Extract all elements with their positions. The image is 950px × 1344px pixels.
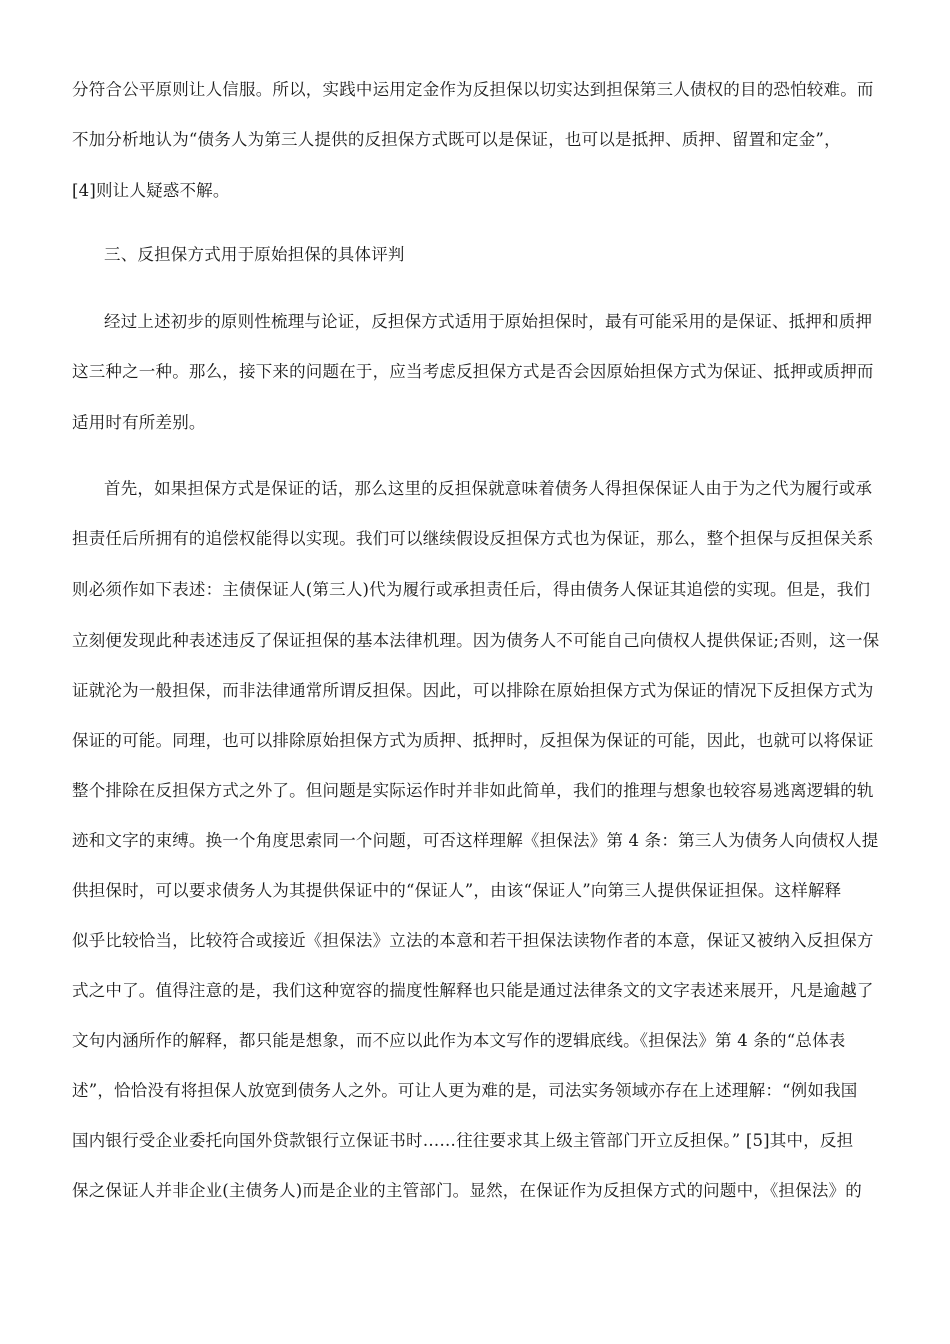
text-line: 适用时有所差别。 <box>72 413 206 432</box>
text-line: 式之中了。值得注意的是，我们这种宽容的揣度性解释也只能是通过法律条文的文字表述来展开，凡是逾越了 <box>72 981 874 1000</box>
text-line: 国内银行受企业委托向国外贷款银行立保证书时……往往要求其上级主管部门开立反担保。” [5]其中，反担 <box>72 1131 854 1150</box>
section-heading: 三、反担保方式用于原始担保的具体评判 <box>104 245 405 264</box>
text-line: 保之保证人并非企业(主债务人)而是企业的主管部门。显然，在保证作为反担保方式的问题中，《担保法》的 <box>72 1181 862 1200</box>
text-line: 首先，如果担保方式是保证的话，那么这里的反担保就意味着债务人得担保保证人由于为之代为履行或承 <box>104 479 873 498</box>
text-line: 述”，恰恰没有将担保人放宽到债务人之外。可让人更为难的是，司法实务领域亦存在上述理解：“例如我国 <box>72 1081 858 1100</box>
text-line: 经过上述初步的原则性梳理与论证，反担保方式适用于原始担保时，最有可能采用的是保证、抵押和质押 <box>104 312 873 331</box>
text-line: 分符合公平原则让人信服。所以，实践中运用定金作为反担保以切实达到担保第三人债权的目的恐怕较难。而 <box>72 80 874 99</box>
text-line: 立刻便发现此种表述违反了保证担保的基本法律机理。因为债务人不可能自己向债权人提供保证;否则，这一保 <box>72 631 880 650</box>
text-line: 似乎比较恰当，比较符合或接近《担保法》立法的本意和若干担保法读物作者的本意，保证又被纳入反担保方 <box>72 931 874 950</box>
text-line: 担责任后所拥有的追偿权能得以实现。我们可以继续假设反担保方式也为保证，那么，整个担保与反担保关系 <box>72 529 874 548</box>
text-line: 则必须作如下表述：主债保证人(第三人)代为履行或承担责任后，得由债务人保证其追偿的实现。但是，我们 <box>72 580 871 599</box>
text-line: 整个排除在反担保方式之外了。但问题是实际运作时并非如此简单，我们的推理与想象也较容易逃离逻辑的轨 <box>72 781 874 800</box>
text-line: 供担保时，可以要求债务人为其提供保证中的“保证人”，由该“保证人”向第三人提供保证担保。这样解释 <box>72 881 842 900</box>
text-line: 这三种之一种。那么，接下来的问题在于，应当考虑反担保方式是否会因原始担保方式为保证、抵押或质押而 <box>72 362 874 381</box>
text-line: 保证的可能。同理，也可以排除原始担保方式为质押、抵押时，反担保为保证的可能，因此，也就可以将保证 <box>72 731 874 750</box>
text-line: [4]则让人疑惑不解。 <box>72 181 230 200</box>
text-line: 迹和文字的束缚。换一个角度思索同一个问题，可否这样理解《担保法》第 4 条：第三人为债务人向债权人提 <box>72 831 879 850</box>
text-line: 证就沦为一般担保，而非法律通常所谓反担保。因此，可以排除在原始担保方式为保证的情况下反担保方式为 <box>72 681 874 700</box>
text-line: 不加分析地认为“债务人为第三人提供的反担保方式既可以是保证，也可以是抵押、质押、留置和定金”， <box>72 130 841 149</box>
text-line: 文句内涵所作的解释，都只能是想象，而不应以此作为本文写作的逻辑底线。《担保法》第 4 条的“总体表 <box>72 1031 846 1050</box>
